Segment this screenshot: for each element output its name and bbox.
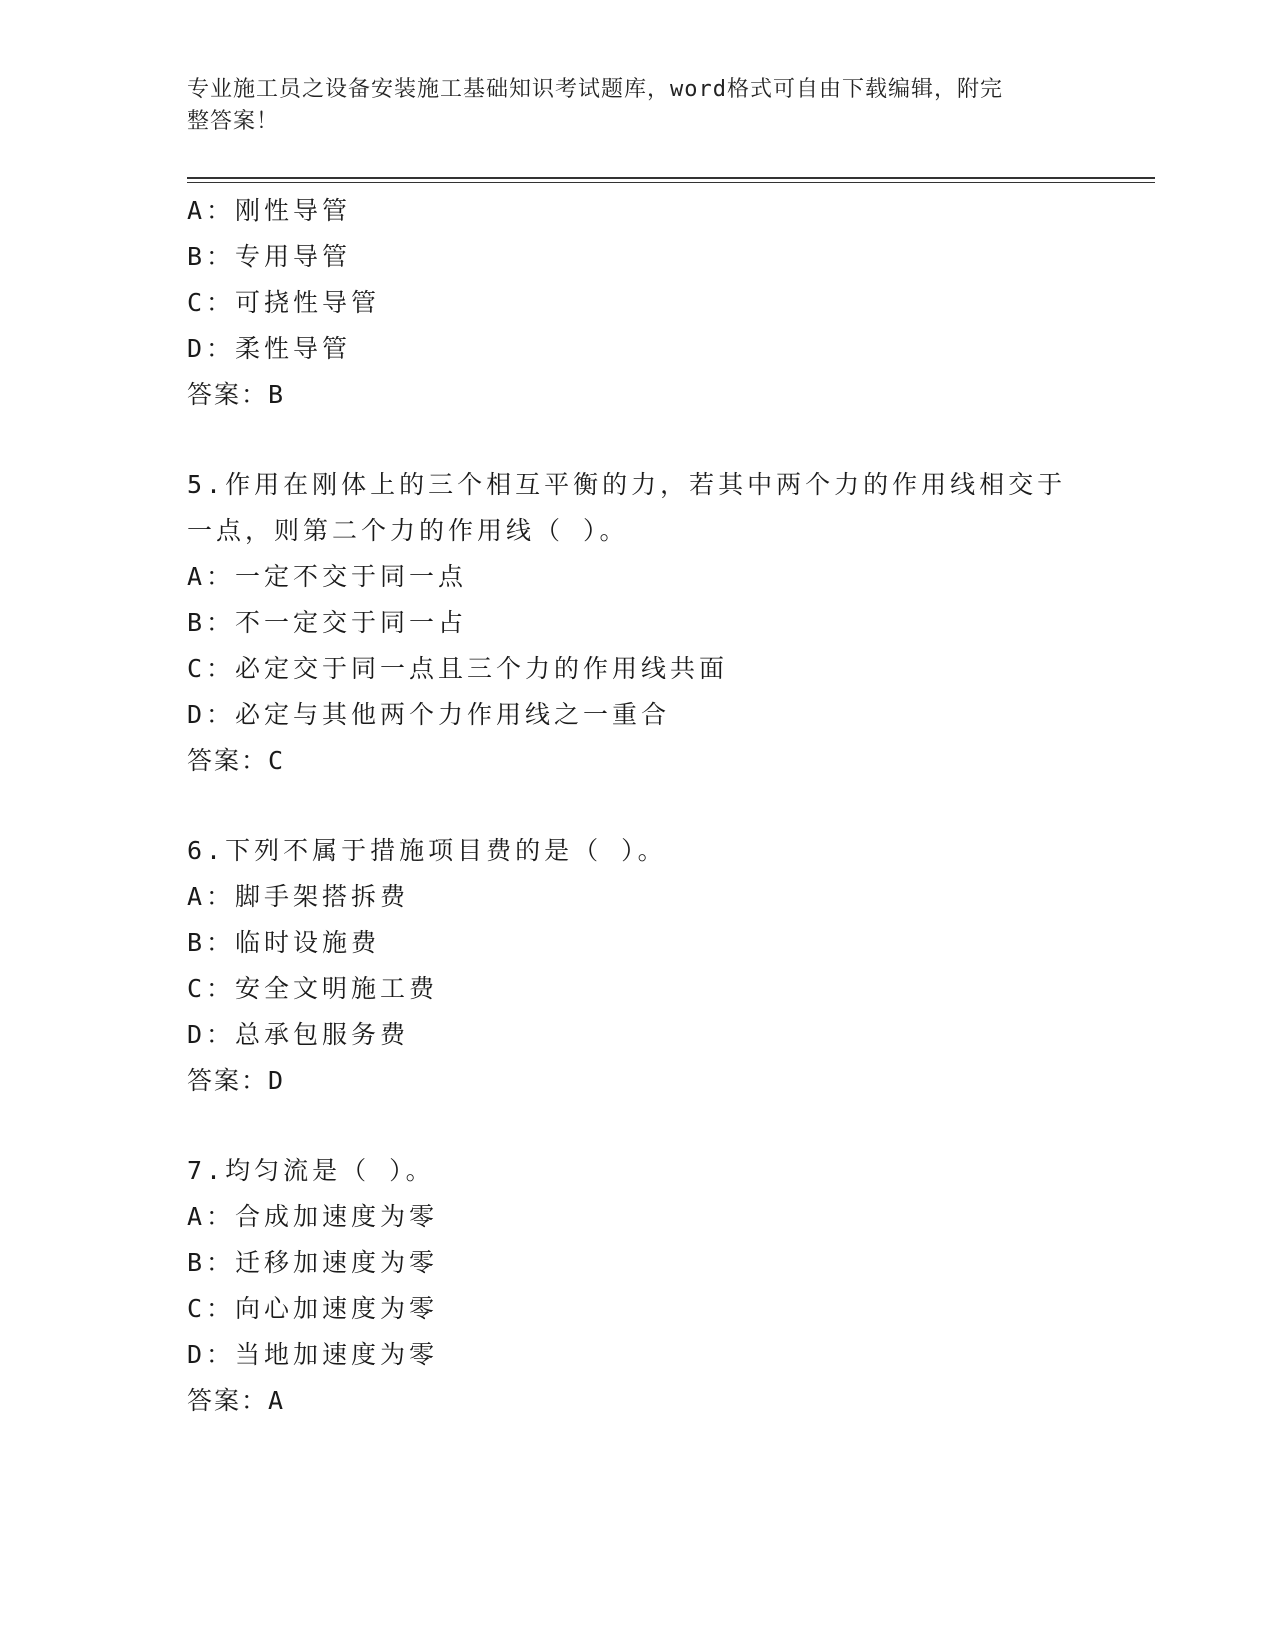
document-header — [187, 74, 1067, 138]
question-7 — [187, 1148, 1147, 1424]
question-stem-line-1: 5.作用在刚体上的三个相互平衡的力，若其中两个力的作用线相交于 — [187, 470, 1067, 499]
question-list — [187, 188, 1147, 1424]
question-5 — [187, 462, 1147, 784]
spacer — [187, 784, 1147, 828]
question-stem-line-2: 一点，则第二个力的作用线（ ）。 — [187, 516, 629, 545]
option-d: D：柔性导管 — [187, 334, 352, 363]
option-a: A：脚手架搭拆费 — [187, 882, 410, 911]
header-line-2: 整答案！ — [187, 109, 280, 134]
option-c: C：向心加速度为零 — [187, 1294, 439, 1323]
option-b: B：临时设施费 — [187, 928, 381, 957]
option-b: B：专用导管 — [187, 242, 352, 271]
option-d: D：当地加速度为零 — [187, 1340, 439, 1369]
option-c: C：安全文明施工费 — [187, 974, 439, 1003]
answer-line: 答案：D — [187, 1066, 286, 1095]
answer-line: 答案：C — [187, 746, 286, 775]
question-stem: 6.下列不属于措施项目费的是（ ）。 — [187, 836, 667, 865]
spacer — [187, 1104, 1147, 1148]
header-divider-thick — [187, 177, 1155, 179]
header-line-1: 专业施工员之设备安装施工基础知识考试题库，word格式可自由下载编辑，附完 — [187, 77, 1003, 102]
header-divider-thin — [187, 182, 1155, 183]
option-d: D：总承包服务费 — [187, 1020, 410, 1049]
option-a: A：一定不交于同一点 — [187, 562, 468, 591]
option-c: C：可挠性导管 — [187, 288, 381, 317]
option-d: D：必定与其他两个力作用线之一重合 — [187, 700, 671, 729]
spacer — [187, 418, 1147, 462]
option-a: A：刚性导管 — [187, 196, 352, 225]
answer-line: 答案：B — [187, 380, 286, 409]
option-b: B：迁移加速度为零 — [187, 1248, 439, 1277]
question-stem: 7.均匀流是（ ）。 — [187, 1156, 435, 1185]
option-b: B：不一定交于同一占 — [187, 608, 468, 637]
option-a: A：合成加速度为零 — [187, 1202, 439, 1231]
question-4 — [187, 188, 1147, 418]
option-c: C：必定交于同一点且三个力的作用线共面 — [187, 654, 729, 683]
answer-line: 答案：A — [187, 1386, 286, 1415]
question-6 — [187, 828, 1147, 1104]
